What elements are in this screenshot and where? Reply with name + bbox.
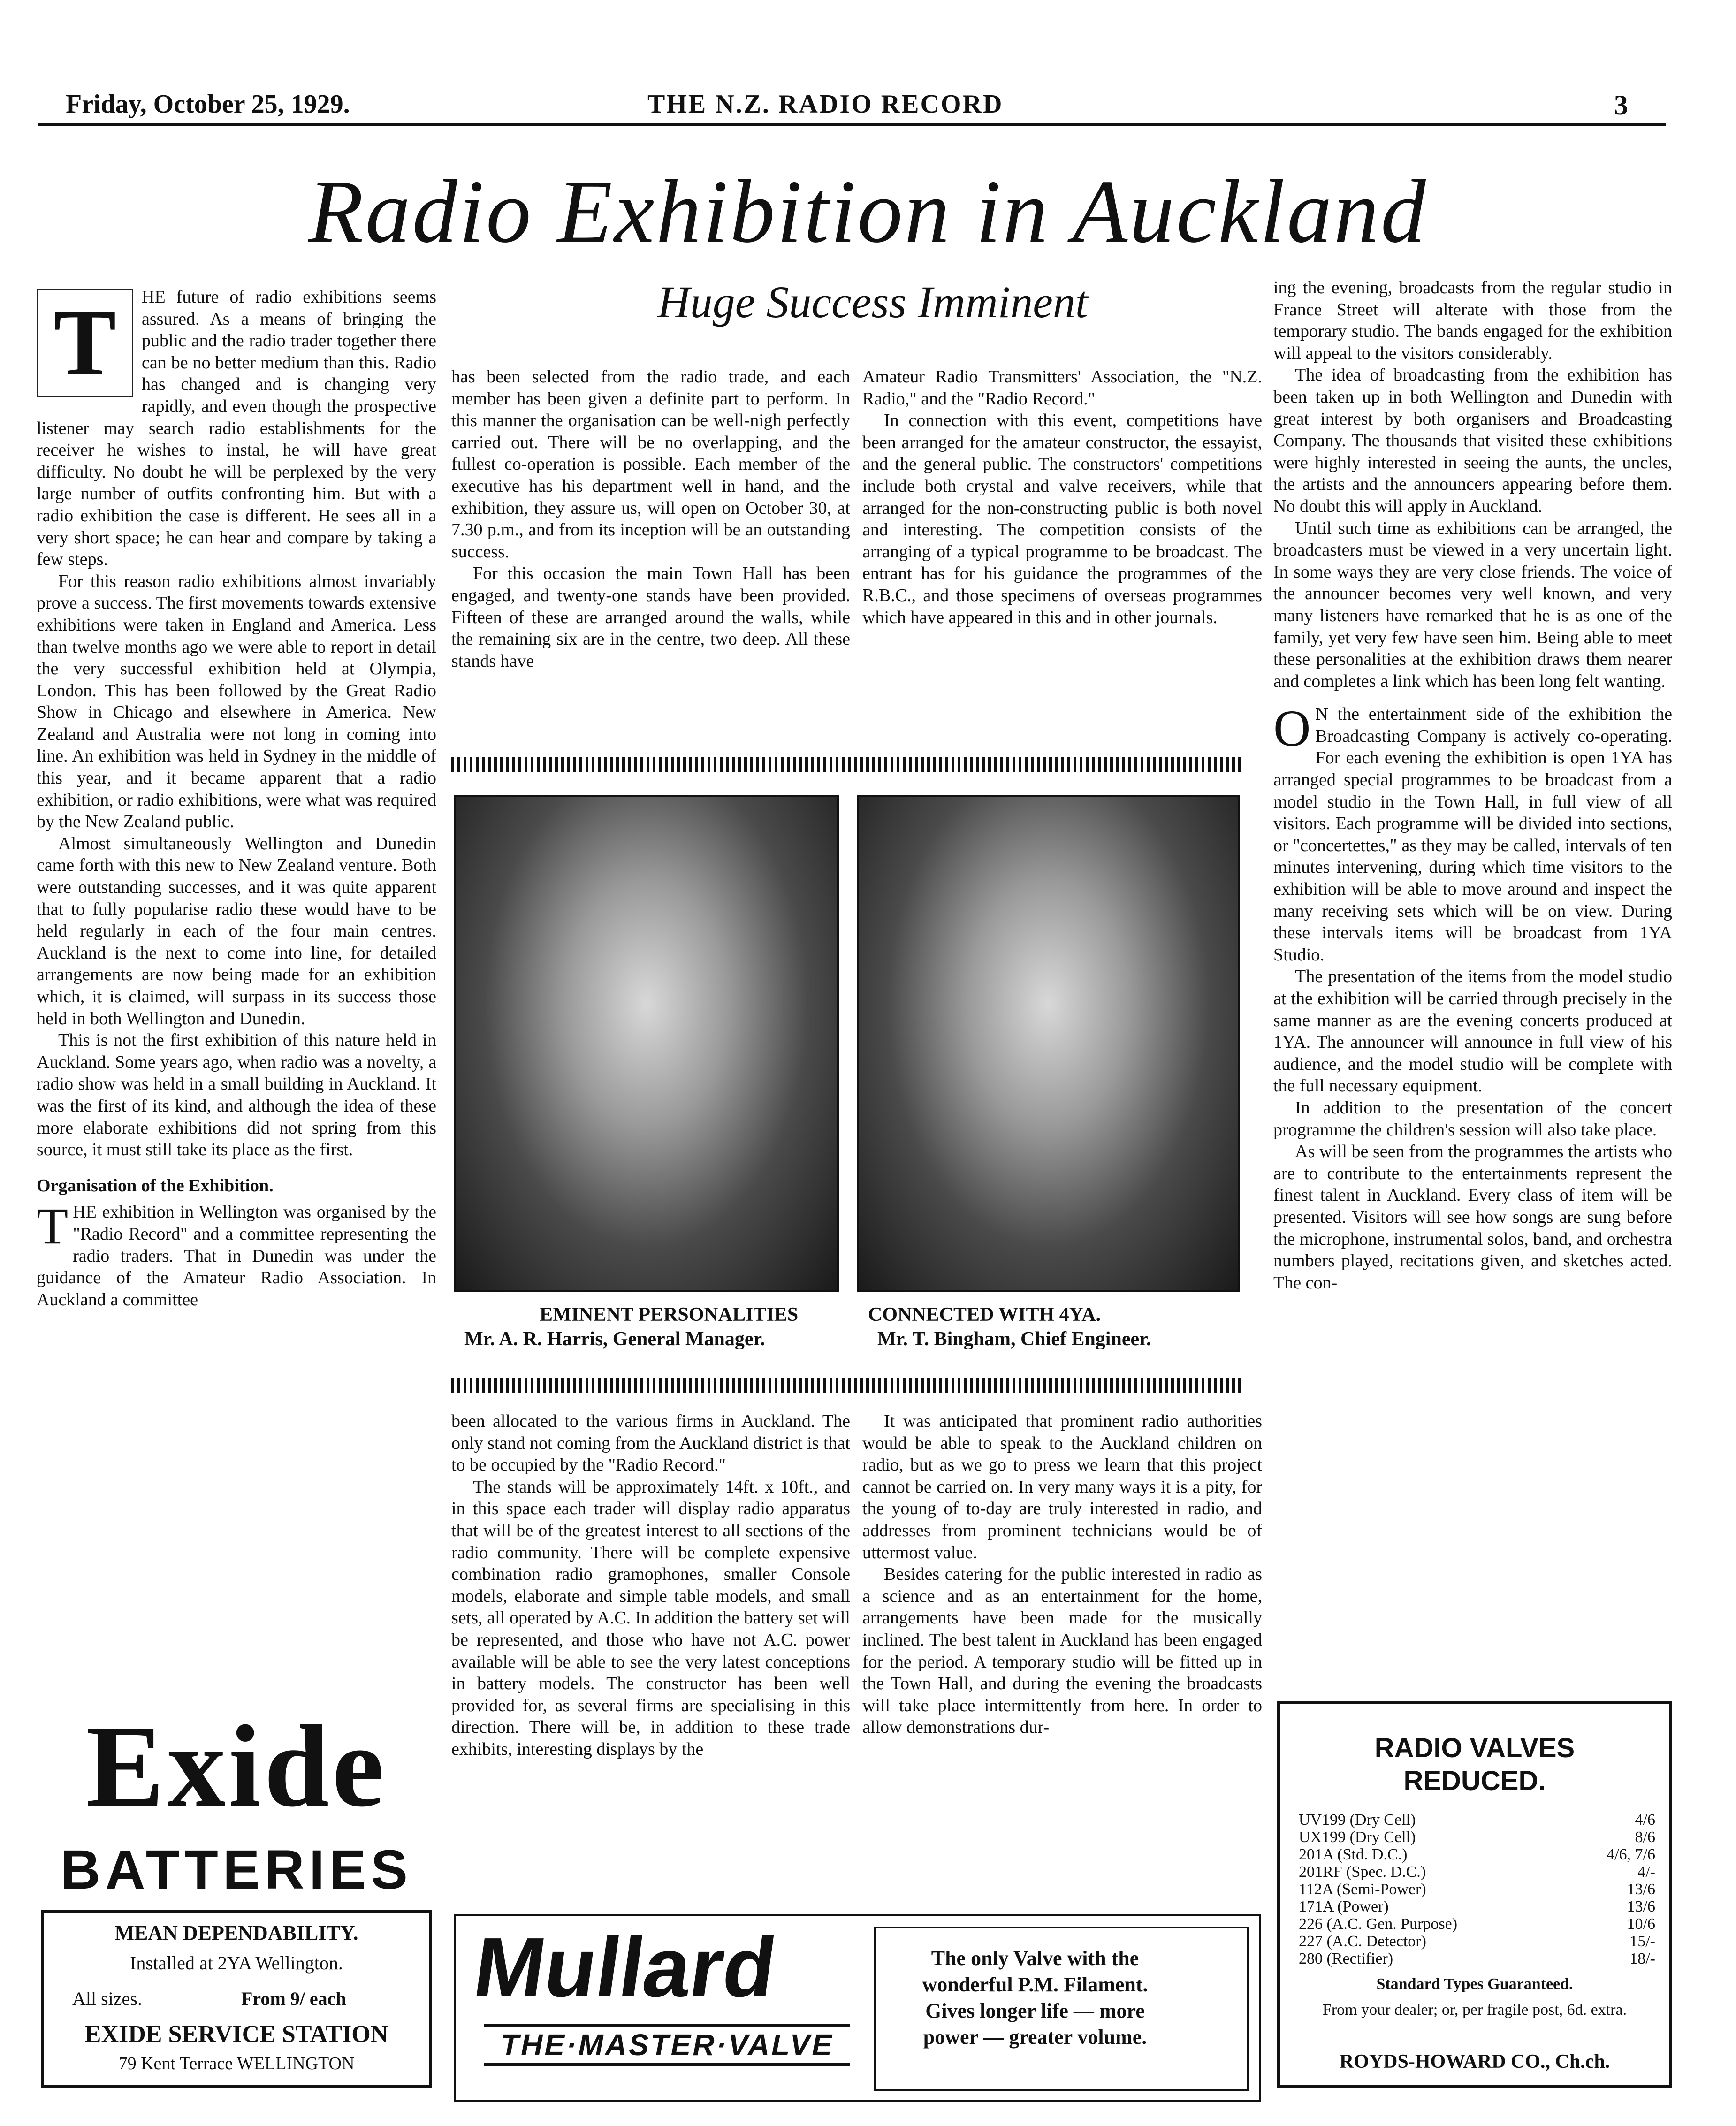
mullard-slogan: THE·MASTER·VALVE <box>484 2024 850 2066</box>
col4-para-5: The presentation of the items from the model studio at the exhibition will be carried through precisely in the same manner as are the evening concerts produced at 1YA. The announcer will announce in full view of his audience, and the model studio will be complete with the full necessary equipment. <box>1273 967 1672 1096</box>
mullard-copy: The only Valve with the wonderful P.M. Filament. Gives longer life — more power — greater volume. <box>922 1947 1148 2049</box>
valve-row <box>1299 1898 1655 1915</box>
valve-row <box>1299 1915 1655 1933</box>
mullard-brand: Mullard <box>468 1920 782 2015</box>
col2-top-para-2: For this occasion the main Town Hall has been engaged, and twenty-one stands have been provided. Fifteen of these are arranged around the walls, while the remaining six are in the centre, two deep. All these stands have <box>451 564 850 671</box>
col2-bottom-para-1: been allocated to the various firms in Auckland. The only stand not coming from the Auckland district is that to be occupied by the "Radio Record." <box>451 1411 850 1475</box>
col4-para-1: ing the evening, broadcasts from the regular studio in France Street will alterate with those from the temporary studio. The bands engaged for the exhibition will appeal to the visitors considerably. <box>1273 278 1672 363</box>
column-1 <box>37 286 436 1684</box>
article-subtitle: Huge Success Imminent <box>657 277 1088 327</box>
valve-price: 10/6 <box>1627 1915 1655 1933</box>
exide-info-box <box>41 1910 432 2088</box>
valves-guarantee: Standard Types Guaranteed. <box>1376 1975 1573 1993</box>
valve-row <box>1299 1881 1655 1898</box>
mullard-ad <box>454 1914 1261 2102</box>
valve-row <box>1299 1829 1655 1846</box>
valves-price-list <box>1299 1811 1655 1967</box>
col1-para-5 <box>37 1197 436 1311</box>
col3-bottom-para-2: Besides catering for the public interested in radio as a science and as an entertainment for the home, arrangements have been made for the musically inclined. The best talent in Auckland has been engaged for the period. A temporary studio will be fitted up in the Town Hall, and during the evening the broadcasts will take place intermittently from here. In order to allow demonstrations dur- <box>862 1564 1262 1737</box>
page-number: 3 <box>1614 90 1628 121</box>
photo-caption-left: Mr. A. R. Harris, General Manager. <box>464 1328 765 1350</box>
exide-price: From 9/ each <box>241 1988 346 2009</box>
exide-station: EXIDE SERVICE STATION <box>84 2021 388 2048</box>
col2-bottom-para-2: The stands will be approximately 14ft. x 10ft., and in this space each trader will display radio apparatus that will be of the greatest interest to all sections of the radio community. There will be complete expensive combination radio gramophones, smaller Console models, elaborate and simple table models, and small sets, all operated by A.C. In addition the battery set will be represented, and those who have not A.C. power available will be able to see the very latest conceptions in battery models. The constructor has been well provided for, as several firms are specialising in this direction. There will be, in addition to these trade exhibits, interesting displays by the <box>451 1477 850 1759</box>
exide-tagline: MEAN DEPENDABILITY. <box>114 1921 358 1944</box>
dropcap-ornament: T <box>37 289 133 397</box>
column-3-bottom <box>862 1410 1262 1898</box>
valve-price: 18/- <box>1629 1950 1655 1967</box>
header-rule <box>38 123 1666 126</box>
ornamental-rule-bottom <box>451 1378 1244 1393</box>
valves-title-line2: REDUCED. <box>1403 1766 1546 1796</box>
portrait-photo-bingham <box>857 795 1240 1292</box>
exide-address: 79 Kent Terrace WELLINGTON <box>118 2054 355 2073</box>
valve-price: 13/6 <box>1627 1898 1655 1915</box>
radio-valves-ad <box>1277 1701 1672 2088</box>
valve-row <box>1299 1863 1655 1881</box>
col4-para-7: As will be seen from the programmes the artists who are to contribute to the entertainments represent the finest talent in Auckland. Every class of item will be presented. Visitors will see how songs are sung before the microphone, instrumental solos, band, and orchestra numbers played, recitations given, and sketches acted. The con- <box>1273 1142 1672 1293</box>
col1-para-3: Almost simultaneously Wellington and Dunedin came forth with this new to New Zealand venture. Both were outstanding successes, and it was quite apparent that to fully popularise radio these would have to be held regularly in each of the four main centres. Auckland is the next to come into line, for detailed arrangements are now being made for an exhibition which, it is claimed, will surpass in its success those held in both Wellington and Dunedin. <box>37 833 436 1029</box>
valve-row <box>1299 1811 1655 1829</box>
valve-name: 227 (A.C. Detector) <box>1299 1933 1426 1950</box>
col1-para-4: This is not the first exhibition of this nature held in Auckland. Some years ago, when radio was a novelty, a radio show was held in a small building in Auckland. It was the first of its kind, and although the idea of these more elaborate exhibitions did not spring from this source, it must still take its place as the first. <box>37 1030 436 1160</box>
valve-price: 4/6, 7/6 <box>1607 1846 1655 1863</box>
valve-price: 4/- <box>1637 1863 1655 1881</box>
photo-caption-heading-left: EMINENT PERSONALITIES <box>540 1304 799 1326</box>
publication-name: THE N.Z. RADIO RECORD <box>647 90 1004 119</box>
ornamental-rule-top <box>451 757 1244 772</box>
article-title: Radio Exhibition in Auckland <box>308 161 1428 261</box>
col2-top-para-1: has been selected from the radio trade, and each member has been given a definite part to perform. In this manner the organisation can be well-nigh perfectly carried out. There will be no overlapping, and the fullest co-operation is possible. Each member of the executive has his department well in hand, and the exhibition, they assure us, will open on October 30, at 7.30 p.m., and from its inception will be an outstanding success. <box>451 367 850 562</box>
col4-para-2: The idea of broadcasting from the exhibition has been taken up in both Wellington and Dunedin with great interest by both organisers and Broadcasting Company. The thousands that visited these exhibitions were highly interested in seeing the aunts, the uncles, the artists and the announcers appearing before them. No doubt this will apply in Auckland. <box>1273 365 1672 516</box>
col1-para-2: For this reason radio exhibitions almost invariably prove a success. The first movements towards extensive exhibitions were taken in England and America. Less than twelve months ago we were able to report in detail the very successful exhibition held at Olympia, London. This has been followed by the Great Radio Show in Chicago and elsewhere in America. New Zealand and Australia were not long in coming into line. An exhibition was held in Sydney in the middle of this year, and it became apparent that a radio exhibition, or radio exhibitions, were what was required by the New Zealand public. <box>37 571 436 832</box>
dropcap-o: O <box>1273 700 1311 757</box>
valve-price: 4/6 <box>1635 1811 1655 1829</box>
valves-title-line1: RADIO VALVES <box>1374 1733 1575 1763</box>
valve-row <box>1299 1933 1655 1950</box>
column-3-top <box>862 366 1262 751</box>
column-2-top <box>451 366 850 751</box>
valve-name: 201RF (Spec. D.C.) <box>1299 1863 1426 1881</box>
column-4 <box>1273 277 1672 1684</box>
valve-name: 280 (Rectifier) <box>1299 1950 1393 1967</box>
col4-para-3: Until such time as exhibitions can be arranged, the broadcasters must be viewed in a very uncertain light. In some ways they are very close friends. The voice of the announcer becomes very well known, and very many listeners have remarked that he is as one of the family, yet very few have seen him. Being able to meet these personalities at the exhibition draws them nearer and completes a link which has been long felt wanting. <box>1273 518 1672 691</box>
valve-price: 15/- <box>1629 1933 1655 1950</box>
exide-sizes: All sizes. <box>72 1988 142 2009</box>
valve-name: 112A (Semi-Power) <box>1299 1881 1426 1898</box>
exide-product: BATTERIES <box>61 1839 412 1901</box>
issue-date: Friday, October 25, 1929. <box>66 90 350 119</box>
col1-para-1: HE future of radio exhibitions seems assured. As a means of bringing the public and the radio trader together there can be no better medium than this. Radio has changed and is changing very rapidly, and even though the prospective listener may search radio establishments for the receiver he wishes to instal, he will have great difficulty. No doubt he will be perplexed by the very large number of outfits confronting him. But with a radio exhibition the case is different. He sees all in a very short space; he can hear and compare by taking a few steps. <box>37 287 436 570</box>
exide-brand: Exide <box>86 1701 387 1831</box>
col4-para-4-text: N the entertainment side of the exhibition the Broadcasting Company is actively co-operating. For each evening the exhibition is open 1YA has arranged special programmes to be broadcast from a model studio in the Town Hall, in full view of all visitors. Each programme will be divided into sections, or "concertettes," as they may be called, intervals of ten minutes intervening, during which time visitors to the exhibition will be able to move around and inspect the many receiving sets which will be on view. During these intervals items will be broadcast from 1YA Studio. <box>1273 704 1672 965</box>
dropcap-small: T <box>37 1197 69 1255</box>
col3-top-para-2: In connection with this event, competitions have been arranged for the amateur constructor, the essayist, and the general public. The constructors' competitions include both crystal and valve receivers, while that arranged for the non-constructing public is both novel and interesting. The competition consists of the arranging of a typical programme to be broadcast. The entrant has for his guidance the programmes of the R.B.C., and those specimens of overseas programmes which have appeared in this and in other journals. <box>862 411 1262 627</box>
col3-bottom-para-1: It was anticipated that prominent radio authorities would be able to speak to the Auckland children on radio, but as we go to press we learn that this project cannot be carried on. In very many ways it is a pity, for the young of to-day are truly interested in radio, and addresses from prominent technicians would be of uttermost value. <box>862 1411 1262 1562</box>
col3-top-para-1: Amateur Radio Transmitters' Association, the "N.Z. Radio," and the "Radio Record." <box>862 367 1262 409</box>
portrait-photo-harris <box>454 795 839 1292</box>
valve-name: 201A (Std. D.C.) <box>1299 1846 1408 1863</box>
photo-caption-right: Mr. T. Bingham, Chief Engineer. <box>877 1328 1151 1350</box>
valve-name: UX199 (Dry Cell) <box>1299 1829 1416 1846</box>
mullard-copy-box <box>874 1927 1249 2091</box>
valve-name: 226 (A.C. Gen. Purpose) <box>1299 1915 1458 1933</box>
exide-ad <box>37 1701 436 2093</box>
valve-row <box>1299 1846 1655 1863</box>
photo-caption-heading-right: CONNECTED WITH 4YA. <box>868 1304 1101 1326</box>
col4-para-6: In addition to the presentation of the concert programme the children's session will also take place. <box>1273 1097 1672 1140</box>
valve-price: 8/6 <box>1635 1829 1655 1846</box>
col1-para-5-text: HE exhibition in Wellington was organised by the "Radio Record" and a committee representing the radio traders. That in Dunedin was under the guidance of the Amateur Radio Association. In Auckland a committee <box>37 1202 436 1310</box>
valve-name: 171A (Power) <box>1299 1898 1389 1915</box>
col4-para-4 <box>1273 700 1672 966</box>
column-2-bottom <box>451 1410 850 1898</box>
exide-installed: Installed at 2YA Wellington. <box>130 1952 343 1974</box>
valve-price: 13/6 <box>1627 1881 1655 1898</box>
valves-company: ROYDS-HOWARD CO., Ch.ch. <box>1339 2051 1610 2073</box>
valve-row <box>1299 1950 1655 1967</box>
valve-name: UV199 (Dry Cell) <box>1299 1811 1416 1829</box>
section-subhead: Organisation of the Exhibition. <box>37 1175 274 1196</box>
valves-dealer-note: From your dealer; or, per fragile post, 6d. extra. <box>1322 2001 1627 2019</box>
